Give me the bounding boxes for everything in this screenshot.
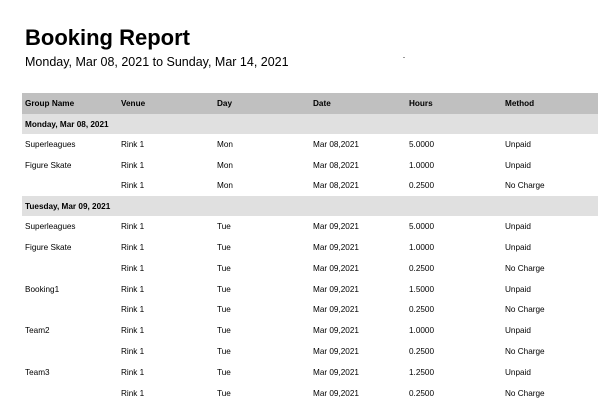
- cell-group-name: Superleagues: [25, 139, 76, 149]
- cell-date: Mar 09,2021: [313, 388, 359, 398]
- column-header-venue: Venue: [118, 93, 214, 114]
- cell-day: Tue: [217, 388, 231, 398]
- cell-day: Tue: [217, 305, 231, 315]
- cell-day: Tue: [217, 367, 231, 377]
- cell-method: No Charge: [505, 263, 545, 273]
- cell-method: Unpaid: [505, 243, 531, 253]
- table-row: [22, 383, 598, 404]
- cell-method: Unpaid: [505, 160, 531, 170]
- stray-mark: [403, 57, 405, 58]
- cell-date: Mar 08,2021: [313, 160, 359, 170]
- cell-date: Mar 08,2021: [313, 181, 359, 191]
- cell-method: No Charge: [505, 181, 545, 191]
- cell-date: Mar 09,2021: [313, 326, 359, 336]
- cell-hours: 1.0000: [409, 243, 435, 253]
- table-row: [22, 134, 598, 155]
- cell-venue: Rink 1: [121, 388, 145, 398]
- cell-group-name: Booking1: [25, 284, 60, 294]
- report-date-range: Monday, Mar 08, 2021 to Sunday, Mar 14, 2021: [25, 55, 289, 69]
- cell-venue: Rink 1: [121, 243, 145, 253]
- cell-group-name: [22, 300, 118, 321]
- table-row: [22, 341, 598, 362]
- cell-date: Mar 09,2021: [313, 222, 359, 232]
- cell-hours: 1.0000: [409, 326, 435, 336]
- cell-venue: Rink 1: [121, 305, 145, 315]
- table-row: [22, 258, 598, 279]
- cell-hours: 0.2500: [409, 263, 435, 273]
- column-header-hours: Hours: [406, 93, 502, 114]
- cell-hours: 5.0000: [409, 139, 435, 149]
- cell-venue: Rink 1: [121, 347, 145, 357]
- cell-date: Mar 09,2021: [313, 284, 359, 294]
- cell-group-name: [22, 383, 118, 404]
- cell-venue: Rink 1: [121, 222, 145, 232]
- cell-method: Unpaid: [505, 139, 531, 149]
- table-row: [22, 279, 598, 300]
- cell-hours: 1.0000: [409, 160, 435, 170]
- cell-hours: 5.0000: [409, 222, 435, 232]
- cell-day: Tue: [217, 222, 231, 232]
- cell-day: Mon: [217, 139, 233, 149]
- table-header: [22, 93, 598, 114]
- column-header-date: Date: [310, 93, 406, 114]
- cell-method: No Charge: [505, 305, 545, 315]
- cell-group-name: Superleagues: [25, 222, 76, 232]
- cell-hours: 0.2500: [409, 305, 435, 315]
- cell-day: Tue: [217, 347, 231, 357]
- cell-group-name: [22, 176, 118, 197]
- cell-venue: Rink 1: [121, 284, 145, 294]
- cell-venue: Rink 1: [121, 367, 145, 377]
- table-row: [22, 362, 598, 383]
- cell-day: Tue: [217, 243, 231, 253]
- cell-venue: Rink 1: [121, 181, 145, 191]
- table-row: [22, 216, 598, 237]
- group-header-row: [22, 114, 598, 134]
- table-body: [22, 114, 598, 404]
- cell-hours: 0.2500: [409, 181, 435, 191]
- cell-method: No Charge: [505, 388, 545, 398]
- cell-group-name: Team3: [25, 367, 50, 377]
- cell-method: No Charge: [505, 347, 545, 357]
- cell-method: Unpaid: [505, 284, 531, 294]
- table-row: [22, 237, 598, 258]
- cell-group-name: Figure Skate: [25, 243, 72, 253]
- column-header-method: Method: [502, 93, 598, 114]
- cell-date: Mar 09,2021: [313, 347, 359, 357]
- cell-hours: 1.2500: [409, 367, 435, 377]
- cell-group-name: Team2: [25, 326, 50, 336]
- cell-day: Tue: [217, 263, 231, 273]
- cell-method: Unpaid: [505, 367, 531, 377]
- cell-group-name: [22, 258, 118, 279]
- group-date-label: Monday, Mar 08, 2021: [22, 114, 598, 134]
- cell-method: Unpaid: [505, 326, 531, 336]
- cell-day: Mon: [217, 181, 233, 191]
- report-title: Booking Report: [25, 25, 190, 50]
- cell-venue: Rink 1: [121, 139, 145, 149]
- cell-group-name: [22, 341, 118, 362]
- cell-date: Mar 09,2021: [313, 243, 359, 253]
- header-row: [22, 93, 598, 114]
- cell-group-name: Figure Skate: [25, 160, 72, 170]
- cell-date: Mar 09,2021: [313, 367, 359, 377]
- table-row: [22, 176, 598, 197]
- column-header-group-name: Group Name: [22, 93, 118, 114]
- cell-day: Mon: [217, 160, 233, 170]
- group-header-row: [22, 196, 598, 216]
- cell-day: Tue: [217, 284, 231, 294]
- table-row: [22, 300, 598, 321]
- cell-date: Mar 09,2021: [313, 263, 359, 273]
- cell-venue: Rink 1: [121, 326, 145, 336]
- table-row: [22, 320, 598, 341]
- cell-hours: 0.2500: [409, 388, 435, 398]
- table-row: [22, 155, 598, 176]
- group-date-label: Tuesday, Mar 09, 2021: [22, 196, 598, 216]
- cell-venue: Rink 1: [121, 160, 145, 170]
- cell-hours: 1.5000: [409, 284, 435, 294]
- cell-date: Mar 09,2021: [313, 305, 359, 315]
- cell-day: Tue: [217, 326, 231, 336]
- booking-table: [22, 93, 598, 404]
- cell-hours: 0.2500: [409, 347, 435, 357]
- cell-date: Mar 08,2021: [313, 139, 359, 149]
- cell-method: Unpaid: [505, 222, 531, 232]
- column-header-day: Day: [214, 93, 310, 114]
- cell-venue: Rink 1: [121, 263, 145, 273]
